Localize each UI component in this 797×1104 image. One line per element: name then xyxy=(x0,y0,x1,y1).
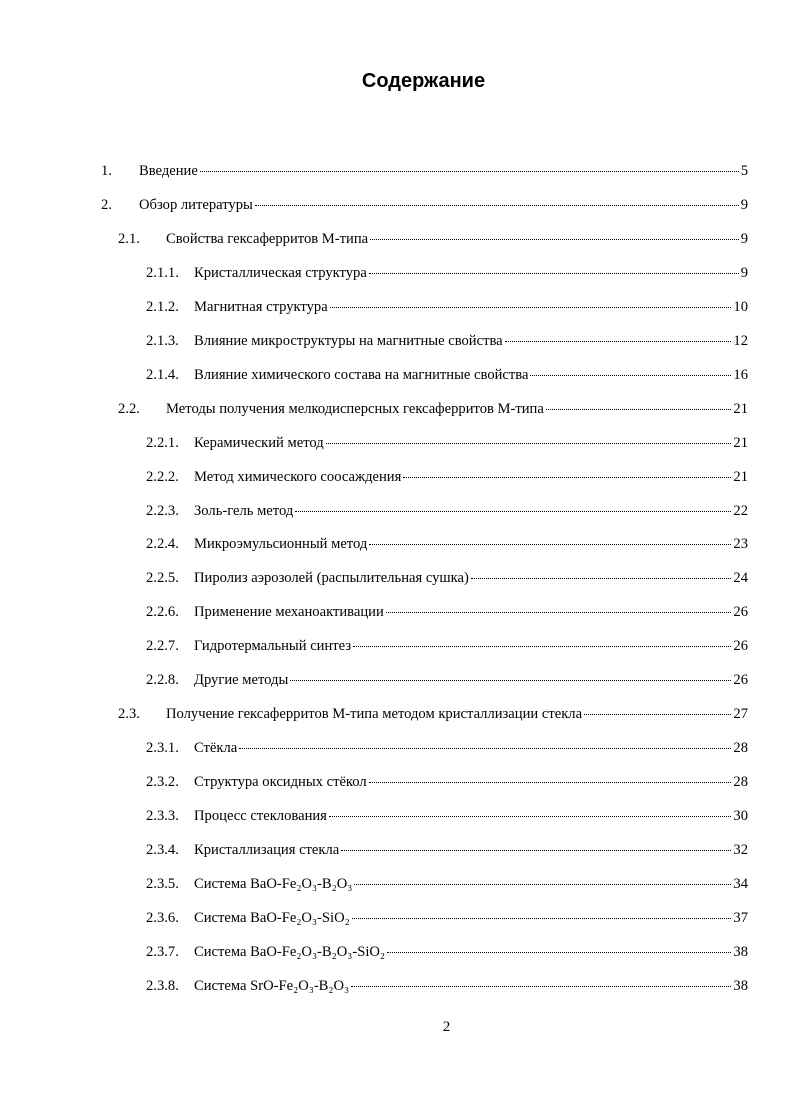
toc-entry-page: 26 xyxy=(733,672,748,689)
toc-entry-title: Методы получения мелкодисперсных гексаферритов М-типа xyxy=(166,400,544,417)
toc-entry-number: 2.1.4. xyxy=(146,366,179,383)
toc-entry-title: Влияние химического состава на магнитные свойства xyxy=(194,366,529,383)
toc-entry[interactable] xyxy=(101,197,748,217)
toc-dot-leader xyxy=(403,477,731,478)
toc-entry-number: 2.3.7. xyxy=(146,943,179,960)
toc-entry[interactable] xyxy=(146,604,748,624)
toc-entry-number: 2.2. xyxy=(118,400,140,417)
toc-entry[interactable] xyxy=(146,944,748,964)
toc-entry[interactable] xyxy=(146,978,748,998)
toc-entry-number: 2.3.1. xyxy=(146,740,179,757)
toc-entry-title: Метод химического соосаждения xyxy=(194,468,402,485)
toc-dot-leader xyxy=(369,544,731,545)
toc-entry-number: 2.3.2. xyxy=(146,774,179,791)
toc-entry-title: Структура оксидных стёкол xyxy=(194,774,367,791)
toc-dot-leader xyxy=(386,612,732,613)
toc-entry[interactable] xyxy=(118,401,748,421)
toc-entry-number: 1. xyxy=(101,163,112,179)
toc-entry-page: 21 xyxy=(733,434,748,451)
toc-dot-leader xyxy=(369,273,739,274)
toc-entry-title: Система SrO-Fe₂O₃-B₂O₃ xyxy=(194,977,350,994)
toc-entry-title: Свойства гексаферритов М-типа xyxy=(166,230,369,247)
toc-entry-number: 2.2.7. xyxy=(146,638,179,655)
toc-dot-leader xyxy=(341,850,731,851)
toc-entry-number: 2.1.3. xyxy=(146,332,179,349)
toc-entry-number: 2.1.2. xyxy=(146,298,179,315)
toc-dot-leader xyxy=(290,680,731,681)
toc-entry[interactable] xyxy=(146,774,748,794)
toc-entry[interactable] xyxy=(146,876,748,896)
toc-entry-title: Влияние микроструктуры на магнитные свойства xyxy=(194,332,503,349)
toc-entry-title: Процесс стеклования xyxy=(194,808,327,825)
toc-entry[interactable] xyxy=(146,740,748,760)
toc-entry-page: 38 xyxy=(733,943,748,960)
toc-dot-leader xyxy=(354,884,731,885)
toc-entry-page: 37 xyxy=(733,909,748,926)
toc-entry-number: 2.3.6. xyxy=(146,909,179,926)
toc-entry-page: 22 xyxy=(733,502,748,519)
toc-entry-page: 5 xyxy=(740,163,748,179)
toc-dot-leader xyxy=(353,646,731,647)
toc-entry[interactable] xyxy=(146,536,748,556)
toc-entry-title: Пиролиз аэрозолей (распылительная сушка) xyxy=(194,570,469,587)
toc-dot-leader xyxy=(584,714,731,715)
toc-entry-title: Кристаллическая структура xyxy=(194,264,367,281)
toc-dot-leader xyxy=(326,443,732,444)
toc-entry-title: Золь-гель метод xyxy=(194,502,294,519)
toc-entry-title: Обзор литературы xyxy=(139,196,253,213)
toc-entry-number: 2.2.1. xyxy=(146,434,179,451)
toc-entry[interactable] xyxy=(146,265,748,285)
toc-entry[interactable] xyxy=(146,435,748,455)
toc-entry[interactable] xyxy=(146,808,748,828)
toc-dot-leader xyxy=(530,375,731,376)
toc-entry-title: Введение xyxy=(139,163,198,179)
toc-entry-title: Получение гексаферритов М-типа методом кристаллизации стекла xyxy=(166,706,583,723)
toc-entry-page: 26 xyxy=(733,638,748,655)
toc-entry-title: Кристаллизация стекла xyxy=(194,842,340,858)
toc-entry-title: Система BaO-Fe₂O₃-B₂O₃ xyxy=(194,875,353,892)
toc-entry[interactable] xyxy=(118,231,748,251)
toc-entry[interactable] xyxy=(146,469,748,489)
toc-entry-number: 2. xyxy=(101,196,112,213)
toc-entry-number: 2.3.8. xyxy=(146,977,179,994)
toc-entry[interactable] xyxy=(146,842,748,862)
toc-entry[interactable] xyxy=(101,163,748,183)
toc-dot-leader xyxy=(295,511,731,512)
toc-entry-number: 2.3.3. xyxy=(146,808,179,825)
toc-entry-number: 2.1.1. xyxy=(146,264,179,281)
page-number: 2 xyxy=(442,1019,451,1035)
toc-entry-page: 23 xyxy=(733,536,748,553)
toc-entry-title: Магнитная структура xyxy=(194,298,328,315)
toc-entry[interactable] xyxy=(146,672,748,692)
toc-entry-number: 2.2.5. xyxy=(146,570,179,587)
toc-entry-title: Стёкла xyxy=(194,740,238,757)
toc-dot-leader xyxy=(330,307,732,308)
toc-entry-number: 2.2.8. xyxy=(146,672,179,689)
toc-entry[interactable] xyxy=(146,910,748,930)
toc-entry-page: 28 xyxy=(733,774,748,791)
toc-entry-page: 9 xyxy=(740,264,748,281)
toc-dot-leader xyxy=(370,239,739,240)
toc-dot-leader xyxy=(352,918,732,919)
toc-entry-page: 12 xyxy=(733,332,748,349)
toc-dot-leader xyxy=(351,986,731,987)
toc-entry-page: 10 xyxy=(733,298,748,315)
toc-dot-leader xyxy=(255,205,739,206)
toc-entry-page: 30 xyxy=(733,808,748,825)
toc-entry-page: 16 xyxy=(733,366,748,383)
toc-dot-leader xyxy=(387,952,731,953)
toc-entry-title: Система BaO-Fe₂O₃-SiO₂ xyxy=(194,909,350,926)
toc-entry-number: 2.2.2. xyxy=(146,468,179,485)
toc-entry-title: Применение механоактивации xyxy=(194,604,384,621)
toc-entry-page: 24 xyxy=(733,570,748,587)
toc-entry[interactable] xyxy=(146,638,748,658)
toc-entry-page: 27 xyxy=(733,706,748,723)
toc-entry-title: Микроэмульсионный метод xyxy=(194,536,368,553)
toc-entry-page: 21 xyxy=(733,468,748,485)
toc-entry-number: 2.2.4. xyxy=(146,536,179,553)
toc-entry-page: 32 xyxy=(733,842,748,858)
toc-entry-page: 38 xyxy=(733,977,748,994)
toc-dot-leader xyxy=(369,782,732,783)
toc-dot-leader xyxy=(505,341,732,342)
toc-entry[interactable] xyxy=(118,706,748,726)
toc-entry-title: Керамический метод xyxy=(194,434,324,451)
toc-entry[interactable] xyxy=(146,333,748,353)
toc-entry[interactable] xyxy=(146,367,748,387)
toc-entry-page: 26 xyxy=(733,604,748,621)
toc-entry[interactable] xyxy=(146,503,748,523)
toc-entry-page: 34 xyxy=(733,875,748,892)
toc-entry[interactable] xyxy=(146,299,748,319)
toc-entry-number: 2.3. xyxy=(118,706,140,723)
toc-entry-number: 2.2.3. xyxy=(146,502,179,519)
toc-entry-number: 2.3.4. xyxy=(146,842,179,858)
toc-dot-leader xyxy=(239,748,731,749)
toc-dot-leader xyxy=(546,409,732,410)
toc-entry-number: 2.2.6. xyxy=(146,604,179,621)
toc-entry-number: 2.1. xyxy=(118,230,140,247)
toc-entry[interactable] xyxy=(146,570,748,590)
toc-entry-number: 2.3.5. xyxy=(146,875,179,892)
toc-entry-title: Система BaO-Fe₂O₃-B₂O₃-SiO₂ xyxy=(194,943,386,960)
toc-entry-page: 21 xyxy=(733,400,748,417)
toc-entry-page: 9 xyxy=(740,196,748,213)
toc-entry-page: 9 xyxy=(740,230,748,247)
toc-entry-title: Гидротермальный синтез xyxy=(194,638,352,655)
toc-entry-page: 28 xyxy=(733,740,748,757)
page-title: Содержание xyxy=(361,70,486,92)
toc-dot-leader xyxy=(200,171,739,172)
toc-dot-leader xyxy=(329,816,732,817)
toc-dot-leader xyxy=(471,578,732,579)
toc-entry-title: Другие методы xyxy=(194,672,289,689)
